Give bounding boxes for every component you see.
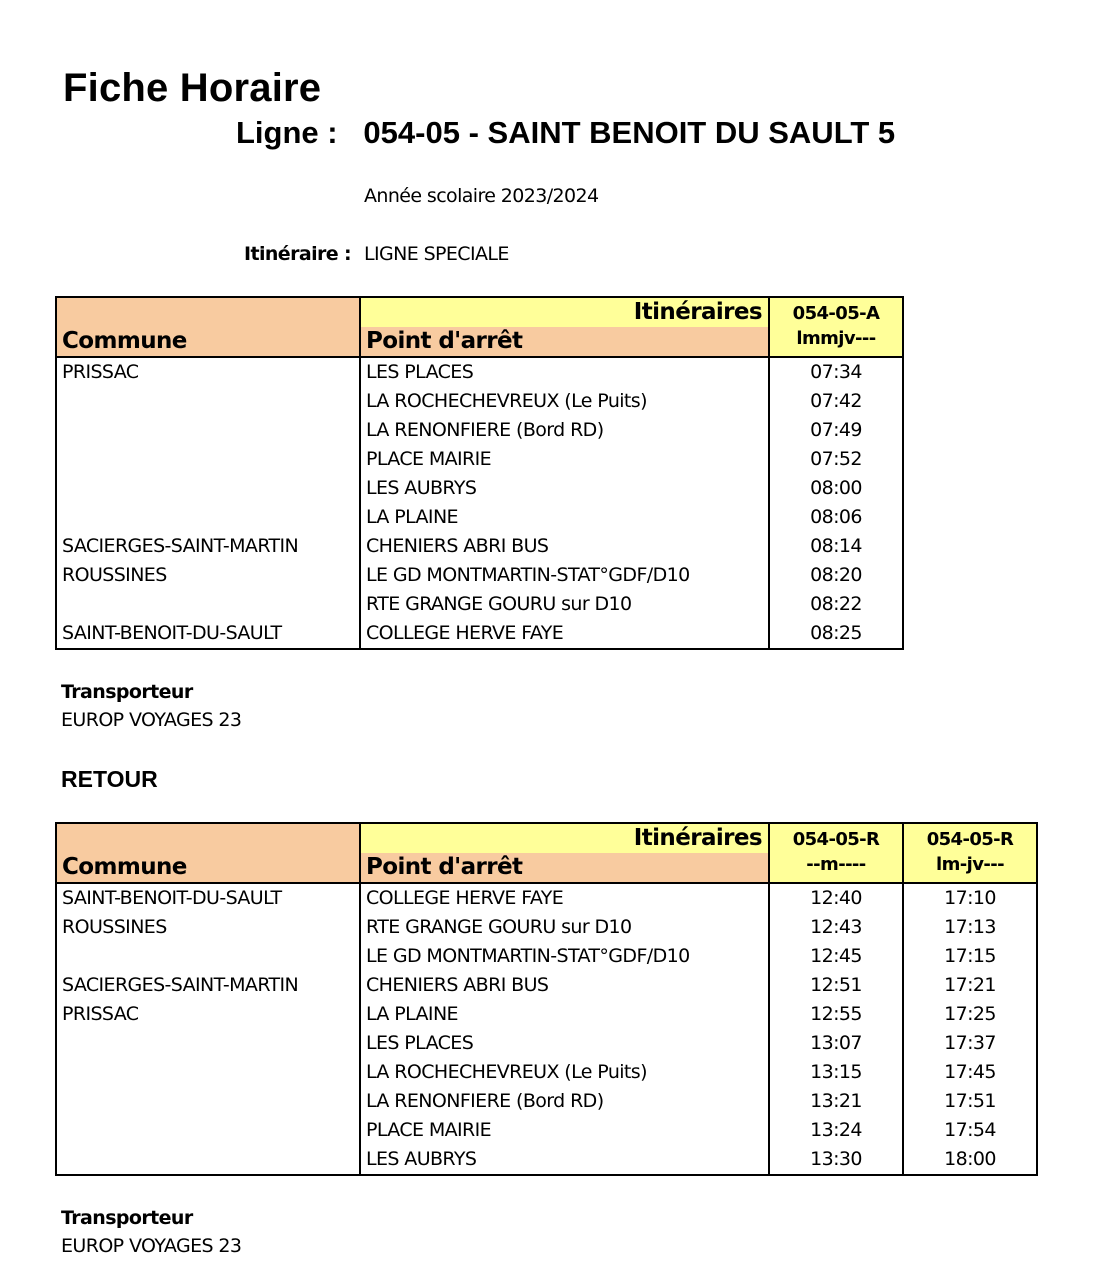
table-row	[56, 416, 903, 445]
commune-cell	[56, 474, 360, 503]
page-title: Fiche Horaire	[63, 66, 322, 110]
outbound-timetable	[55, 296, 904, 650]
time-cell: 08:06	[769, 503, 903, 532]
return-section-title: RETOUR	[61, 766, 158, 792]
table-row	[56, 474, 903, 503]
time-cell: 18:00	[903, 1145, 1037, 1175]
table-row	[56, 503, 903, 532]
time-cell: 17:51	[903, 1087, 1037, 1116]
time-cell: 13:07	[769, 1029, 903, 1058]
stop-cell: LA PLAINE	[360, 503, 769, 532]
route-code: 054-05-A	[769, 297, 903, 327]
time-cell: 12:55	[769, 1000, 903, 1029]
commune-cell	[56, 590, 360, 619]
stop-cell: PLACE MAIRIE	[360, 1116, 769, 1145]
stop-cell: LES PLACES	[360, 1029, 769, 1058]
stop-cell: RTE GRANGE GOURU sur D10	[360, 913, 769, 942]
time-cell: 12:51	[769, 971, 903, 1000]
time-cell: 08:00	[769, 474, 903, 503]
table-row	[56, 913, 1037, 942]
table-row	[56, 1029, 1037, 1058]
time-cell: 13:24	[769, 1116, 903, 1145]
table-row	[56, 1116, 1037, 1145]
table-row	[56, 1087, 1037, 1116]
carrier-value: EUROP VOYAGES 23	[61, 1235, 242, 1257]
stop-cell: LA ROCHECHEVREUX (Le Puits)	[360, 387, 769, 416]
carrier-label: Transporteur	[61, 1207, 193, 1229]
table-row	[56, 532, 903, 561]
time-cell: 13:30	[769, 1145, 903, 1175]
stop-header: Point d'arrêt	[360, 853, 769, 883]
line-title: Ligne : 054-05 - SAINT BENOIT DU SAULT 5	[236, 115, 896, 150]
carrier-value: EUROP VOYAGES 23	[61, 709, 242, 731]
table-row	[56, 971, 1037, 1000]
table-row	[56, 387, 903, 416]
stop-cell: LA RENONFIERE (Bord RD)	[360, 416, 769, 445]
stop-cell: LE GD MONTMARTIN-STAT°GDF/D10	[360, 942, 769, 971]
table-row	[56, 1058, 1037, 1087]
time-cell: 17:21	[903, 971, 1037, 1000]
commune-cell	[56, 942, 360, 971]
commune-cell: ROUSSINES	[56, 561, 360, 590]
itineraries-header: Itinéraires	[360, 823, 769, 853]
commune-cell	[56, 1058, 360, 1087]
time-cell: 17:13	[903, 913, 1037, 942]
time-cell: 17:37	[903, 1029, 1037, 1058]
carrier-label: Transporteur	[61, 681, 193, 703]
itineraries-header: Itinéraires	[360, 297, 769, 327]
table-row	[56, 942, 1037, 971]
table-row	[56, 357, 903, 387]
return-rows	[56, 883, 1037, 1175]
stop-cell: LES PLACES	[360, 357, 769, 387]
table-row	[56, 590, 903, 619]
time-cell: 12:43	[769, 913, 903, 942]
commune-cell: SACIERGES-SAINT-MARTIN	[56, 971, 360, 1000]
time-cell: 17:10	[903, 883, 1037, 913]
header-spacer	[56, 297, 360, 327]
header-spacer	[56, 823, 360, 853]
stop-cell: RTE GRANGE GOURU sur D10	[360, 590, 769, 619]
route-code: 054-05-R	[903, 823, 1037, 853]
stop-cell: LE GD MONTMARTIN-STAT°GDF/D10	[360, 561, 769, 590]
table-row	[56, 445, 903, 474]
commune-cell	[56, 1116, 360, 1145]
time-cell: 17:25	[903, 1000, 1037, 1029]
time-cell: 07:34	[769, 357, 903, 387]
time-cell: 12:40	[769, 883, 903, 913]
table-row	[56, 1000, 1037, 1029]
time-cell: 08:20	[769, 561, 903, 590]
table-row	[56, 1145, 1037, 1175]
table-row	[56, 619, 903, 649]
commune-cell	[56, 387, 360, 416]
school-year: Année scolaire 2023/2024	[364, 185, 599, 207]
commune-cell	[56, 416, 360, 445]
stop-cell: CHENIERS ABRI BUS	[360, 532, 769, 561]
time-cell: 17:54	[903, 1116, 1037, 1145]
route-days: --m----	[769, 853, 903, 883]
commune-header: Commune	[56, 327, 360, 357]
time-cell: 08:25	[769, 619, 903, 649]
commune-cell	[56, 445, 360, 474]
time-cell: 13:15	[769, 1058, 903, 1087]
time-cell: 08:14	[769, 532, 903, 561]
stop-cell: LES AUBRYS	[360, 1145, 769, 1175]
commune-cell	[56, 503, 360, 532]
stop-cell: PLACE MAIRIE	[360, 445, 769, 474]
stop-cell: LES AUBRYS	[360, 474, 769, 503]
time-cell: 08:22	[769, 590, 903, 619]
commune-header: Commune	[56, 853, 360, 883]
route-days: lm-jv---	[903, 853, 1037, 883]
commune-cell	[56, 1029, 360, 1058]
itinerary-value: LIGNE SPECIALE	[364, 243, 509, 265]
time-cell: 07:52	[769, 445, 903, 474]
commune-cell	[56, 1145, 360, 1175]
stop-cell: LA ROCHECHEVREUX (Le Puits)	[360, 1058, 769, 1087]
time-cell: 13:21	[769, 1087, 903, 1116]
stop-cell: LA PLAINE	[360, 1000, 769, 1029]
stop-cell: COLLEGE HERVE FAYE	[360, 619, 769, 649]
time-cell: 17:45	[903, 1058, 1037, 1087]
commune-cell: PRISSAC	[56, 1000, 360, 1029]
return-timetable	[55, 822, 1038, 1176]
time-cell: 17:15	[903, 942, 1037, 971]
route-code: 054-05-R	[769, 823, 903, 853]
outbound-rows	[56, 357, 903, 649]
commune-cell: SAINT-BENOIT-DU-SAULT	[56, 619, 360, 649]
time-cell: 07:49	[769, 416, 903, 445]
time-cell: 07:42	[769, 387, 903, 416]
commune-cell: SAINT-BENOIT-DU-SAULT	[56, 883, 360, 913]
table-row	[56, 561, 903, 590]
commune-cell: PRISSAC	[56, 357, 360, 387]
commune-cell	[56, 1087, 360, 1116]
itinerary-label: Itinéraire :	[244, 243, 352, 265]
stop-cell: CHENIERS ABRI BUS	[360, 971, 769, 1000]
table-row	[56, 883, 1037, 913]
stop-cell: COLLEGE HERVE FAYE	[360, 883, 769, 913]
stop-cell: LA RENONFIERE (Bord RD)	[360, 1087, 769, 1116]
commune-cell: SACIERGES-SAINT-MARTIN	[56, 532, 360, 561]
route-days: lmmjv---	[769, 327, 903, 357]
stop-header: Point d'arrêt	[360, 327, 769, 357]
time-cell: 12:45	[769, 942, 903, 971]
commune-cell: ROUSSINES	[56, 913, 360, 942]
